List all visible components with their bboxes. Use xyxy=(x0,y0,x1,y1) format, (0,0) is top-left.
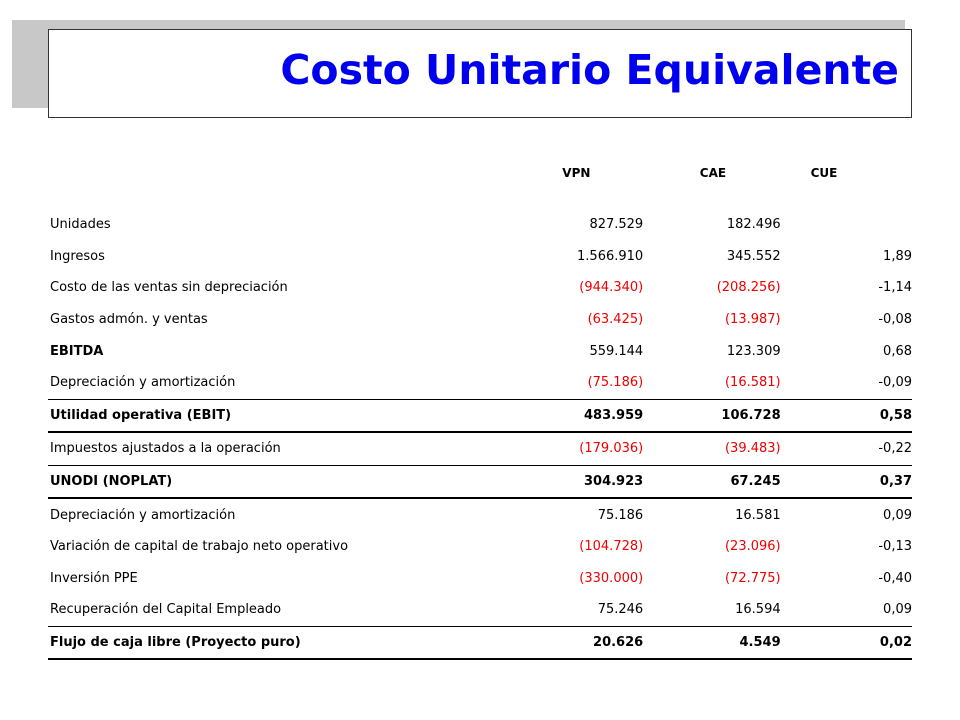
cell-vpn: 75.246 xyxy=(460,594,644,626)
header-cue: CUE xyxy=(810,166,838,180)
cell-cue: -0,09 xyxy=(781,367,912,399)
row-label: Depreciación y amortización xyxy=(50,507,236,523)
cell-vpn: (944.340) xyxy=(579,280,644,296)
row-label: Variación de capital de trabajo neto operativo xyxy=(50,539,349,555)
cell-cue: 1,89 xyxy=(883,248,912,264)
cell-cae: 67.245 xyxy=(643,465,780,498)
cell-cae: (39.483) xyxy=(643,432,780,465)
cell-cue: -0,13 xyxy=(878,539,912,555)
cell-vpn: (179.036) xyxy=(460,432,644,465)
row-label: UNODI (NOPLAT) xyxy=(48,465,460,498)
cell-vpn: 827.529 xyxy=(589,217,644,233)
table-row xyxy=(48,563,912,595)
cell-cue: 0,09 xyxy=(781,594,912,626)
table-row xyxy=(48,335,912,367)
cell-cae: (72.775) xyxy=(724,570,781,586)
table-row-total xyxy=(48,626,912,659)
cell-vpn: 559.144 xyxy=(589,343,644,359)
cell-cue: 0,58 xyxy=(781,399,912,432)
table-row xyxy=(48,531,912,563)
table-row xyxy=(48,498,912,531)
financial-table xyxy=(48,156,912,660)
cell-cae: 16.581 xyxy=(735,507,781,523)
row-label: Inversión PPE xyxy=(50,570,138,586)
table-row xyxy=(48,304,912,336)
header-label-empty xyxy=(48,156,460,190)
spacer-row xyxy=(48,190,912,209)
page-title: Costo Unitario Equivalente xyxy=(280,46,899,94)
cell-cae: 345.552 xyxy=(726,248,781,264)
cell-cae: (208.256) xyxy=(716,280,781,296)
cell-vpn: 483.959 xyxy=(460,399,644,432)
table-row-subtotal xyxy=(48,465,912,498)
row-label: Recuperación del Capital Empleado xyxy=(48,594,460,626)
header-row xyxy=(48,156,912,190)
row-label: Flujo de caja libre (Proyecto puro) xyxy=(48,626,460,659)
cell-cue: 0,09 xyxy=(883,507,912,523)
row-label: Utilidad operativa (EBIT) xyxy=(48,399,460,432)
cell-cae: 4.549 xyxy=(643,626,780,659)
cell-cue xyxy=(781,209,912,241)
cell-vpn: 304.923 xyxy=(460,465,644,498)
cell-vpn: (330.000) xyxy=(579,570,644,586)
cell-cae: (23.096) xyxy=(724,539,781,555)
row-label: EBITDA xyxy=(50,343,104,359)
cell-cue: -0,40 xyxy=(878,570,912,586)
cell-cue: 0,02 xyxy=(781,626,912,659)
table-row-subtotal xyxy=(48,399,912,432)
cell-cae: 106.728 xyxy=(643,399,780,432)
row-label: Costo de las ventas sin depreciación xyxy=(50,280,288,296)
table-row xyxy=(48,432,912,465)
cell-cue: 0,68 xyxy=(883,343,912,359)
cell-cae: (16.581) xyxy=(643,367,780,399)
cell-vpn: 75.186 xyxy=(597,507,644,523)
cell-vpn: (63.425) xyxy=(587,312,644,328)
row-label: Unidades xyxy=(50,217,111,233)
table-row xyxy=(48,594,912,626)
title-box xyxy=(48,29,912,118)
cell-cue: -0,22 xyxy=(781,432,912,465)
cell-vpn: 1.566.910 xyxy=(577,248,644,264)
header-cae: CAE xyxy=(699,166,727,180)
cell-cue: -0,08 xyxy=(878,312,912,328)
cell-vpn: 20.626 xyxy=(460,626,644,659)
cell-cue: -1,14 xyxy=(878,280,912,296)
cell-cue: 0,37 xyxy=(781,465,912,498)
cell-cae: 16.594 xyxy=(643,594,780,626)
table-row xyxy=(48,209,912,241)
table-row xyxy=(48,367,912,399)
row-label: Ingresos xyxy=(50,248,105,264)
table-row xyxy=(48,272,912,304)
cell-cae: 182.496 xyxy=(726,217,781,233)
header-vpn: VPN xyxy=(562,166,591,180)
cell-cae: (13.987) xyxy=(724,312,781,328)
cell-vpn: (104.728) xyxy=(579,539,644,555)
table-row xyxy=(48,241,912,273)
row-label: Depreciación y amortización xyxy=(48,367,460,399)
row-label: Impuestos ajustados a la operación xyxy=(48,432,460,465)
cell-cae: 123.309 xyxy=(726,343,781,359)
row-label: Gastos admón. y ventas xyxy=(50,312,208,328)
cell-vpn: (75.186) xyxy=(460,367,644,399)
